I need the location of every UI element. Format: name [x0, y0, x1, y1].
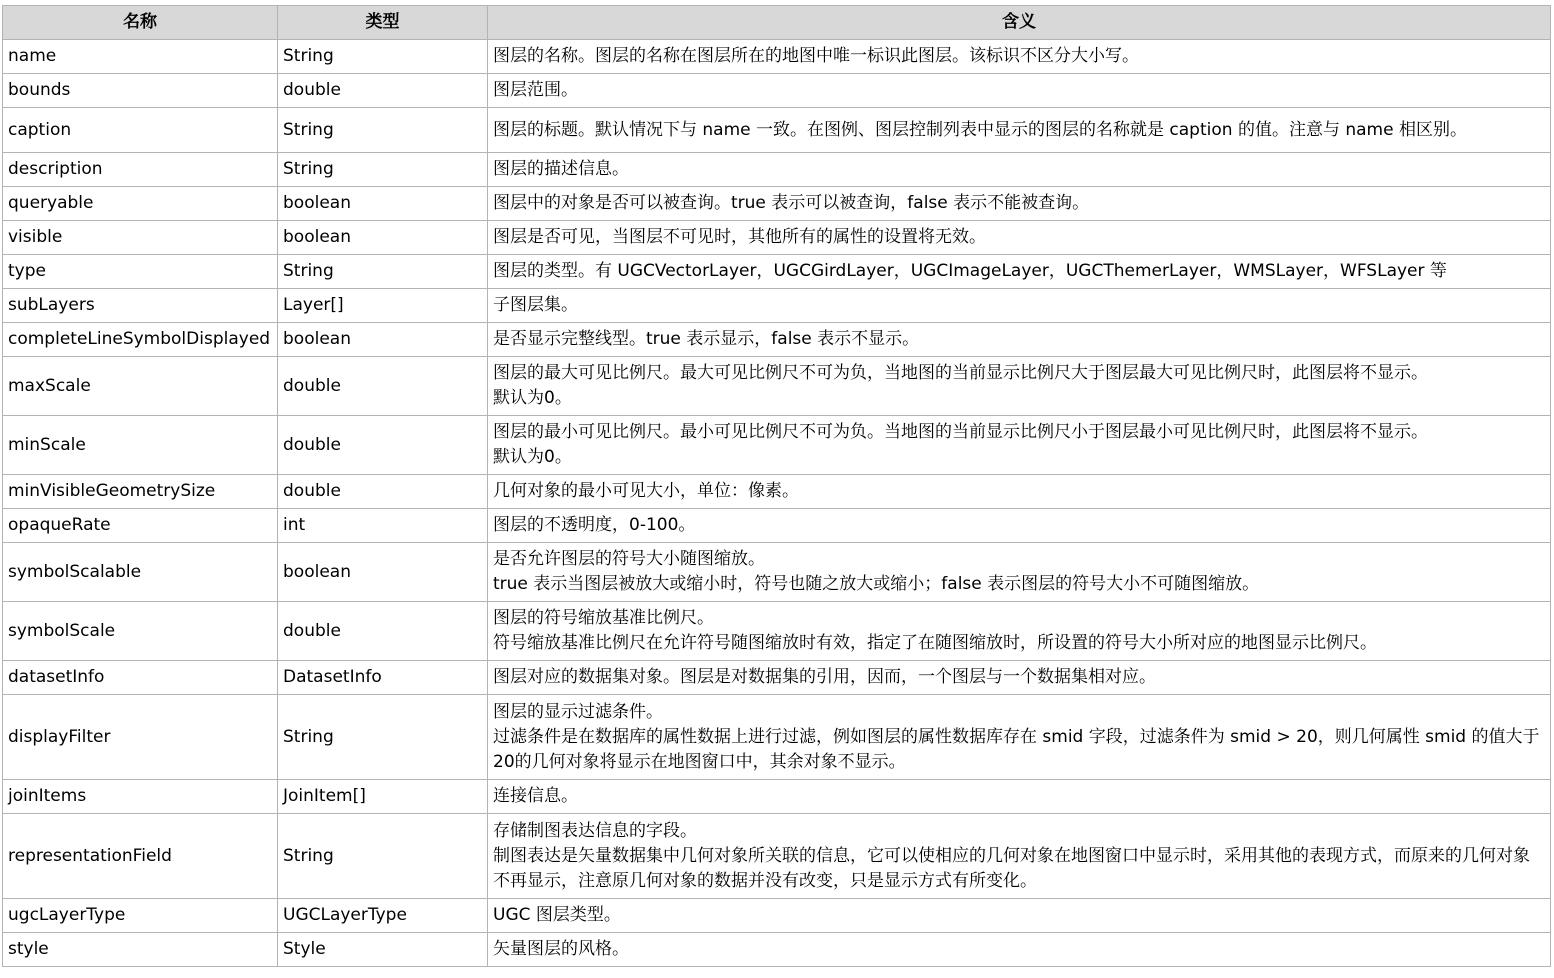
description-line: 图层对应的数据集对象。图层是对数据集的引用，因而，一个图层与一个数据集相对应。 [493, 667, 1156, 687]
description-line: 连接信息。 [493, 786, 578, 806]
table-row [3, 780, 1551, 814]
property-type-cell: boolean [278, 323, 488, 357]
table-row [3, 40, 1551, 74]
description-line: 是否允许图层的符号大小随图缩放。 [493, 549, 765, 569]
header-name: 名称 [3, 6, 278, 40]
property-type-cell: boolean [278, 543, 488, 602]
property-name-cell: minScale [3, 416, 278, 475]
table-row [3, 416, 1551, 475]
property-description-cell [488, 108, 1551, 153]
property-type-cell: Layer[] [278, 289, 488, 323]
table-row [3, 509, 1551, 543]
description-line: 符号缩放基准比例尺在允许符号随图缩放时有效，指定了在随图缩放时，所设置的符号大小所对应的地图显示比例尺。 [493, 633, 1377, 653]
table-row [3, 187, 1551, 221]
table-header [3, 6, 1551, 40]
table-row [3, 899, 1551, 933]
description-line: 图层的最大可见比例尺。最大可见比例尺不可为负，当地图的当前显示比例尺大于图层最大可见比例尺时，此图层将不显示。 [493, 363, 1428, 383]
description-line: 制图表达是矢量数据集中几何对象所关联的信息，它可以使相应的几何对象在地图窗口中显示时，采用其他的表现方式，而原来的几何对象不再显示，注意原几何对象的数据并没有改变，只是显示方式有所变化。 [493, 845, 1530, 891]
description-line: 子图层集。 [493, 295, 578, 315]
property-type-cell: String [278, 153, 488, 187]
property-name-cell: maxScale [3, 357, 278, 416]
property-type-cell: String [278, 40, 488, 74]
property-type-cell: double [278, 74, 488, 108]
description-line: 过滤条件是在数据库的属性数据上进行过滤，例如图层的属性数据库存在 smid 字段，过滤条件为 smid > 20，则几何属性 smid 的值大于20的几何对象将显示在地图窗口中，其余对象不显示。 [493, 726, 1540, 772]
table-row [3, 289, 1551, 323]
property-type-cell: double [278, 602, 488, 661]
description-line: 图层中的对象是否可以被查询。true 表示可以被查询，false 表示不能被查询。 [493, 193, 1090, 213]
table-row [3, 74, 1551, 108]
table-row [3, 933, 1551, 967]
property-name-cell: caption [3, 108, 278, 153]
property-name-cell: datasetInfo [3, 661, 278, 695]
property-description-cell [488, 221, 1551, 255]
description-line: 存储制图表达信息的字段。 [493, 820, 697, 841]
property-type-cell: boolean [278, 221, 488, 255]
description-line: 默认为0。 [493, 447, 572, 467]
description-line: 图层的不透明度，0-100。 [493, 515, 696, 535]
property-description-cell [488, 933, 1551, 967]
description-line: 图层的类型。有 UGCVectorLayer，UGCGirdLayer，UGCImageLayer，UGCThemerLayer，WMSLayer，WFSLayer 等 [493, 261, 1447, 281]
property-description-cell [488, 323, 1551, 357]
property-type-cell: double [278, 475, 488, 509]
property-type-cell: UGCLayerType [278, 899, 488, 933]
property-type-cell: int [278, 509, 488, 543]
table-row [3, 475, 1551, 509]
property-name-cell: symbolScalable [3, 543, 278, 602]
description-line: 图层是否可见，当图层不可见时，其他所有的属性的设置将无效。 [493, 227, 986, 247]
property-name-cell: type [3, 255, 278, 289]
table-row [3, 255, 1551, 289]
description-line: 矢量图层的风格。 [493, 939, 629, 959]
table-row [3, 108, 1551, 153]
property-name-cell: symbolScale [3, 602, 278, 661]
property-name-cell: opaqueRate [3, 509, 278, 543]
description-line: UGC 图层类型。 [493, 905, 621, 925]
header-type: 类型 [278, 6, 488, 40]
property-description-cell [488, 509, 1551, 543]
description-line: 图层的符号缩放基准比例尺。 [493, 608, 714, 628]
property-name-cell: joinItems [3, 780, 278, 814]
property-description-cell [488, 475, 1551, 509]
property-name-cell: displayFilter [3, 695, 278, 780]
property-description-cell [488, 74, 1551, 108]
description-line: 图层的名称。图层的名称在图层所在的地图中唯一标识此图层。该标识不区分大小写。 [493, 46, 1139, 66]
property-description-cell [488, 40, 1551, 74]
property-type-cell: String [278, 108, 488, 153]
description-line: 图层的最小可见比例尺。最小可见比例尺不可为负。当地图的当前显示比例尺小于图层最小可见比例尺时，此图层将不显示。 [493, 422, 1428, 442]
layer-properties-table [2, 5, 1551, 967]
table-row [3, 543, 1551, 602]
property-type-cell: String [278, 814, 488, 899]
property-name-cell: bounds [3, 74, 278, 108]
property-type-cell: double [278, 357, 488, 416]
description-line: 是否显示完整线型。true 表示显示，false 表示不显示。 [493, 329, 920, 349]
property-type-cell: Style [278, 933, 488, 967]
property-type-cell: JoinItem[] [278, 780, 488, 814]
property-description-cell [488, 780, 1551, 814]
property-name-cell: description [3, 153, 278, 187]
property-description-cell [488, 602, 1551, 661]
property-type-cell: String [278, 255, 488, 289]
property-name-cell: representationField [3, 814, 278, 899]
property-type-cell: DatasetInfo [278, 661, 488, 695]
property-name-cell: name [3, 40, 278, 74]
property-type-cell: double [278, 416, 488, 475]
property-type-cell: boolean [278, 187, 488, 221]
description-line: 图层范围。 [493, 80, 578, 100]
table-row [3, 221, 1551, 255]
table-row [3, 323, 1551, 357]
property-name-cell: completeLineSymbolDisplayed [3, 323, 278, 357]
property-description-cell [488, 899, 1551, 933]
table-row [3, 602, 1551, 661]
description-line: 图层的标题。默认情况下与 name 一致。在图例、图层控制列表中显示的图层的名称就是 caption 的值。注意与 name 相区别。 [493, 119, 1467, 140]
table-body [3, 40, 1551, 967]
description-line: true 表示当图层被放大或缩小时，符号也随之放大或缩小；false 表示图层的符号大小不可随图缩放。 [493, 574, 1260, 594]
description-line: 图层的描述信息。 [493, 159, 629, 179]
property-description-cell [488, 695, 1551, 780]
description-line: 默认为0。 [493, 388, 572, 408]
property-description-cell [488, 153, 1551, 187]
header-row [3, 6, 1551, 40]
table-row [3, 357, 1551, 416]
property-name-cell: ugcLayerType [3, 899, 278, 933]
table-row [3, 661, 1551, 695]
property-name-cell: visible [3, 221, 278, 255]
property-description-cell [488, 543, 1551, 602]
property-description-cell [488, 289, 1551, 323]
property-name-cell: style [3, 933, 278, 967]
header-meaning: 含义 [488, 6, 1551, 40]
property-name-cell: subLayers [3, 289, 278, 323]
property-description-cell [488, 814, 1551, 899]
property-description-cell [488, 357, 1551, 416]
property-description-cell [488, 416, 1551, 475]
table-row [3, 814, 1551, 899]
property-name-cell: minVisibleGeometrySize [3, 475, 278, 509]
description-line: 图层的显示过滤条件。 [493, 701, 663, 722]
table-row [3, 695, 1551, 780]
property-description-cell [488, 187, 1551, 221]
property-type-cell: String [278, 695, 488, 780]
table-row [3, 153, 1551, 187]
description-line: 几何对象的最小可见大小，单位：像素。 [493, 481, 799, 501]
property-name-cell: queryable [3, 187, 278, 221]
property-description-cell [488, 255, 1551, 289]
property-description-cell [488, 661, 1551, 695]
